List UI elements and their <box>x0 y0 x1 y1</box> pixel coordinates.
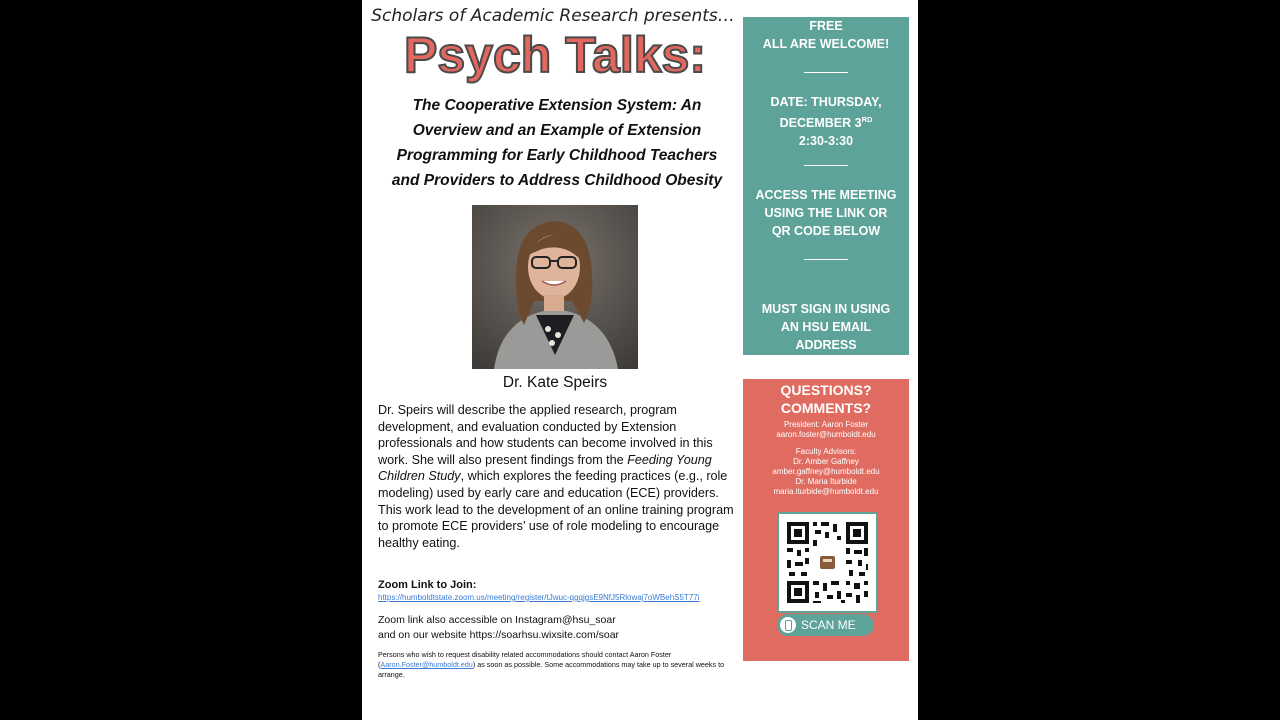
instagram-note: Zoom link also accessible on Instagram@hsu_soar <box>378 614 616 626</box>
free-label: FREE <box>809 19 843 33</box>
subtitle-line: and Providers to Address Childhood Obesity <box>391 172 723 189</box>
date-label: DATE: THURSDAY, <box>770 95 882 109</box>
questions-title <box>743 381 909 417</box>
talk-subtitle <box>380 93 734 193</box>
welcome-label: ALL ARE WELCOME! <box>762 37 890 51</box>
signin-line: AN HSU EMAIL <box>780 320 872 334</box>
subtitle-line: Overview and an Example of Extension <box>412 122 702 139</box>
study-name: Feeding Young Children Study <box>378 452 712 484</box>
accommodation-note <box>378 650 738 680</box>
poster-page <box>362 0 918 720</box>
talk-description <box>378 402 734 551</box>
accommodation-email-link[interactable]: Aaron.Foster@humboldt.edu <box>380 660 473 669</box>
advisors-contact <box>743 447 909 497</box>
advisor-name: Dr. Amber Gaffney <box>793 457 859 466</box>
comments-label: COMMENTS? <box>780 400 872 416</box>
zoom-link[interactable]: https://humboldtstate.zoom.us/meeting/register/tJwuc-qgqjgsE9NfJ5Rlowaj7oWBehS5T77i <box>378 593 700 602</box>
president-email[interactable]: aaron.foster@humboldt.edu <box>776 430 876 439</box>
president-name: President: Aaron Foster <box>783 420 869 429</box>
divider <box>804 165 848 166</box>
presenter-line: Scholars of Academic Research presents… <box>371 6 735 26</box>
date-value <box>743 111 909 132</box>
contact-panel <box>743 379 909 661</box>
description-text: Dr. Speirs will describe the applied research, program development, and evaluation conducted by Extension professionals and how students can become involved in this work. She will also present findings from the <box>378 403 713 467</box>
speaker-photo <box>472 205 638 369</box>
time-value: 2:30-3:30 <box>798 134 854 149</box>
qr-code[interactable] <box>777 512 878 613</box>
signin-line: MUST SIGN IN USING <box>761 302 891 316</box>
divider <box>804 72 848 73</box>
access-line: USING THE LINK OR <box>764 206 888 220</box>
website-note: and on our website https://soarhsu.wixsite.com/soar <box>378 629 620 641</box>
speaker-portrait-icon <box>472 205 638 369</box>
zoom-label: Zoom Link to Join: <box>378 579 477 591</box>
divider <box>804 259 848 260</box>
date-suffix: RD <box>861 115 873 124</box>
info-panel <box>743 17 909 355</box>
scan-me-label: SCAN ME <box>801 618 856 632</box>
speaker-name: Dr. Kate Speirs <box>502 374 608 391</box>
signin-line: ADDRESS <box>795 338 857 352</box>
advisor-email[interactable]: maria.iturbide@humboldt.edu <box>773 487 879 496</box>
accommodation-text: Persons who wish to request disability related accommodations should contact Aaron Foster ( <box>378 650 672 669</box>
phone-icon <box>780 617 796 633</box>
accommodation-text: ) as soon as possible. Some accommodations may take up to several weeks to arrange. <box>378 660 725 679</box>
subtitle-line: Programming for Early Childhood Teachers <box>396 147 718 164</box>
president-contact <box>743 420 909 440</box>
qr-code-icon <box>779 514 876 611</box>
subtitle-line: The Cooperative Extension System: An <box>412 97 702 114</box>
event-title: Psych Talks: <box>403 27 706 83</box>
access-line: QR CODE BELOW <box>771 224 881 238</box>
advisor-email[interactable]: amber.gaffney@humboldt.edu <box>772 467 880 476</box>
description-text: , which explores the feeding practices (e.g., role modeling) used by early care and education (ECE) providers. This work lead to the development of an online training program to promote ECE providers’ use of role modeling to encourage healthy eating. <box>378 469 734 550</box>
access-line: ACCESS THE MEETING <box>755 188 897 202</box>
advisor-name: Dr. Maria Iturbide <box>795 477 857 486</box>
date-text: DECEMBER 3 <box>779 116 862 131</box>
advisors-label: Faculty Advisors: <box>795 447 857 456</box>
questions-label: QUESTIONS? <box>780 382 872 398</box>
scan-me-button[interactable] <box>777 614 874 636</box>
